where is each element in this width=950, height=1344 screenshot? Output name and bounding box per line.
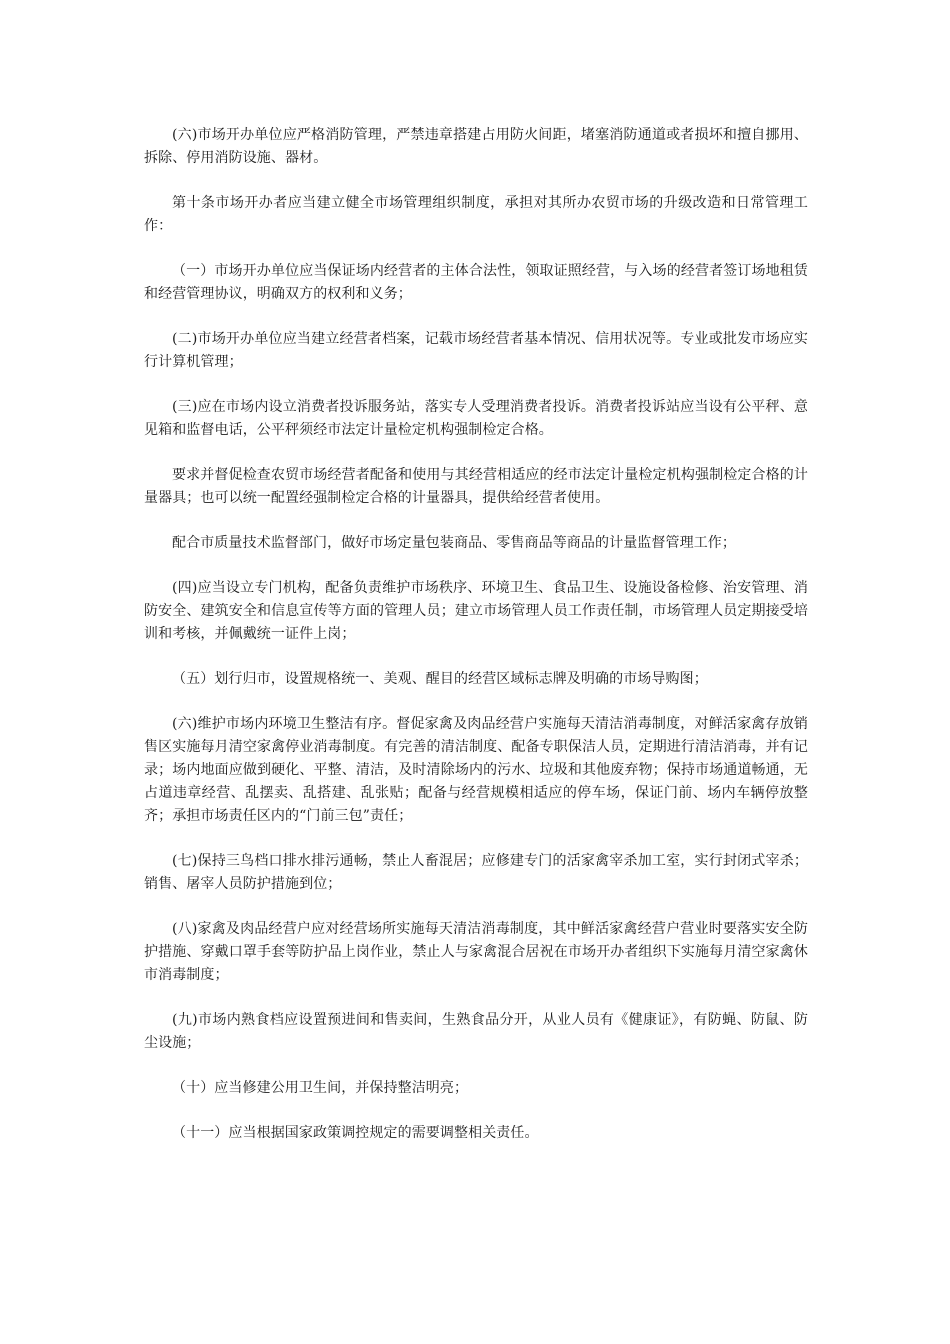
paragraph: (四)应当设立专门机构，配备负责维护市场秩序、环境卫生、食品卫生、设施设备检修、治安管理、消防安全、建筑安全和信息宣传等方面的管理人员；建立市场管理人员工作责任制，市场管理人员定期接受培训和考核，并佩戴统一证件上岗； — [144, 580, 808, 642]
paragraph: (八)家禽及肉品经营户应对经营场所实施每天清洁消毒制度，其中鲜活家禽经营户营业时要落实安全防护措施、穿戴口罩手套等防护品上岗作业，禁止人与家禽混合居祝在市场开办者组织下实施每月清空家禽休市消毒制度； — [144, 921, 808, 983]
paragraph: (二)市场开办单位应当建立经营者档案，记载市场经营者基本情况、信用状况等。专业或批发市场应实行计算机管理； — [144, 331, 808, 370]
paragraph: 要求并督促检查农贸市场经营者配备和使用与其经营相适应的经市法定计量检定机构强制检定合格的计量器具；也可以统一配置经强制检定合格的计量器具，提供给经营者使用。 — [144, 467, 808, 506]
paragraph: （十一）应当根据国家政策调控规定的需要调整相关责任。 — [172, 1125, 539, 1141]
paragraph: （十）应当修建公用卫生间，并保持整洁明亮； — [172, 1080, 469, 1096]
paragraph: 第十条市场开办者应当建立健全市场管理组织制度，承担对其所办农贸市场的升级改造和日常管理工作： — [144, 195, 808, 234]
paragraph: (七)保持三鸟档口排水排污通畅，禁止人畜混居；应修建专门的活家禽宰杀加工室，实行封闭式宰杀；销售、屠宰人员防护措施到位； — [144, 853, 808, 892]
paragraph: （五）划行归市，设置规格统一、美观、醒目的经营区域标志牌及明确的市场导购图； — [172, 671, 708, 687]
paragraph: (三)应在市场内设立消费者投诉服务站，落实专人受理消费者投诉。消费者投诉站应当设有公平秤、意见箱和监督电话，公平秤须经市法定计量检定机构强制检定合格。 — [144, 399, 808, 438]
document-body — [144, 124, 808, 1167]
paragraph: (九)市场内熟食档应设置预进间和售卖间，生熟食品分开，从业人员有《健康证》，有防蝇、防鼠、防尘设施； — [144, 1012, 808, 1051]
paragraph: （一）市场开办单位应当保证场内经营者的主体合法性，领取证照经营，与入场的经营者签订场地租赁和经营管理协议，明确双方的权利和义务； — [144, 263, 808, 302]
paragraph: 配合市质量技术监督部门，做好市场定量包装商品、零售商品等商品的计量监督管理工作； — [172, 535, 736, 551]
paragraph: (六)维护市场内环境卫生整洁有序。督促家禽及肉品经营户实施每天清洁消毒制度，对鲜活家禽存放销售区实施每月清空家禽停业消毒制度。有完善的清洁制度、配备专职保洁人员，定期进行清洁消毒，并有记录；场内地面应做到硬化、平整、清洁，及时清除场内的污水、垃圾和其他废弃物；保持市场通道畅通，无占道违章经营、乱摆卖、乱搭建、乱张贴；配备与经营规模相适应的停车场，保证门前、场内车辆停放整齐；承担市场责任区内的“门前三包”责任； — [144, 716, 808, 824]
paragraph: (六)市场开办单位应严格消防管理，严禁违章搭建占用防火间距，堵塞消防通道或者损坏和擅自挪用、拆除、停用消防设施、器材。 — [144, 127, 808, 166]
